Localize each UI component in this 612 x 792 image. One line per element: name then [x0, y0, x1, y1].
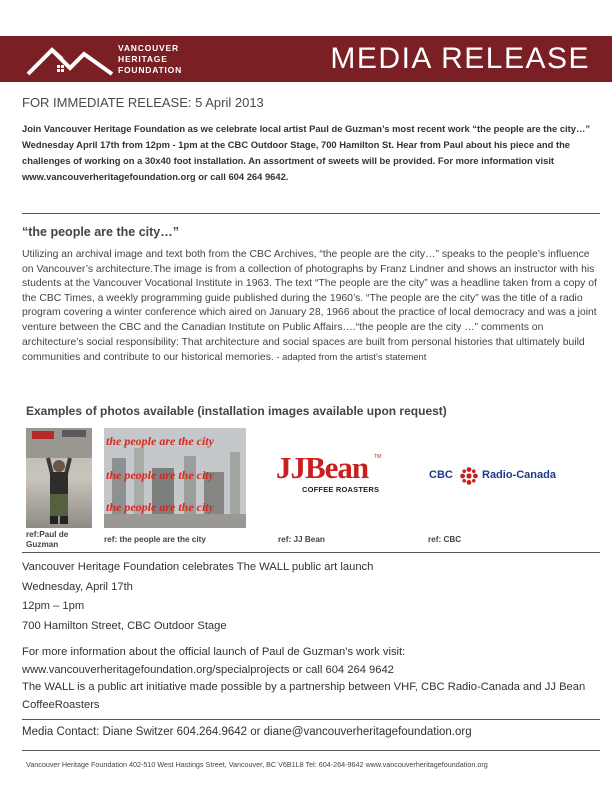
- vhf-logo: [22, 38, 202, 80]
- event-title: Vancouver Heritage Foundation celebrates The WALL public art launch: [22, 561, 374, 573]
- jjbean-tm: TM: [374, 454, 382, 460]
- photo-paul-de-guzman: [26, 428, 92, 528]
- info-line-3: The WALL is a public art initiative made possible by a partnership between VHF, CBC Radio-Canada and JJ Bean CoffeeRoasters: [22, 681, 586, 711]
- artist-figure: [26, 428, 92, 528]
- intro-paragraph: Join Vancouver Heritage Foundation as we celebrate local artist Paul de Guzman’s most recent work “the people are the city…” Wednesday April 17th from 12pm - 1pm at the CBC Outdoor Stage, 700 Hamilton St. Hear from Paul about his piece and the challenges of working on a 30x40 foot installation. An assortment of sweets will be provided. For more information visit www.vancouverheritagefoundation.org or call 604 264 9642.: [22, 123, 591, 182]
- cbc-wordmark: CBC: [429, 469, 453, 481]
- divider: [22, 719, 600, 720]
- section-title: “the people are the city…”: [22, 225, 179, 239]
- ref-cbc: ref: CBC: [428, 535, 462, 544]
- photo-the-people-are-the-city: [104, 428, 246, 528]
- logo-text: VANCOUVER HERITAGE FOUNDATION: [118, 43, 183, 75]
- more-info: [22, 644, 592, 714]
- overlay-text-2: the people are the city: [106, 468, 214, 482]
- release-date: FOR IMMEDIATE RELEASE: 5 April 2013: [22, 95, 264, 110]
- radio-canada-wordmark: Radio-Canada: [482, 469, 556, 481]
- jjbean-subtitle: COFFEE ROASTERS: [302, 485, 380, 494]
- media-contact: Media Contact: Diane Switzer 604.264.9642 or diane@vancouverheritagefoundation.org: [22, 726, 472, 738]
- event-time: 12pm – 1pm: [22, 600, 85, 612]
- info-line-1: For more information about the official launch of Paul de Guzman’s work visit:: [22, 646, 406, 658]
- event-details: [22, 558, 373, 636]
- body-credit: - adapted from the artist’s statement: [273, 351, 427, 363]
- event-location: 700 Hamilton Street, CBC Outdoor Stage: [22, 619, 227, 632]
- divider: [22, 750, 600, 751]
- header-banner: [0, 36, 612, 82]
- divider: [22, 213, 600, 214]
- body-paragraph: [22, 248, 597, 366]
- footer-address: Vancouver Heritage Foundation 402-510 West Hastings Street, Vancouver, BC V6B1L8 Tel: 604-264-9642 www.vancouverheritagefoundation.org: [26, 760, 488, 769]
- jjbean-wordmark: JJBean: [276, 450, 369, 485]
- jjbean-logo: [276, 452, 386, 502]
- cbc-gem-icon: [460, 467, 478, 485]
- photos-title: Examples of photos available (installation images available upon request): [26, 404, 447, 418]
- page-title: MEDIA RELEASE: [330, 42, 590, 75]
- info-line-2: www.vancouverheritagefoundation.org/specialprojects or call 604 264 9642: [22, 663, 394, 676]
- cbc-logo: [429, 466, 579, 486]
- overlay-text-3: the people are the city: [106, 500, 214, 514]
- overlay-text-1: the people are the city: [106, 434, 214, 448]
- ref-paul: ref:Paul de Guzman: [26, 530, 69, 549]
- event-date: Wednesday, April 17th: [22, 580, 133, 593]
- house-roofs-icon: [26, 41, 114, 77]
- ref-jjbean: ref: JJ Bean: [278, 535, 325, 544]
- divider: [22, 552, 600, 553]
- body-text: Utilizing an archival image and text both from the CBC Archives, “the people are the city…” speaks to the people’s influence on Vancouver’s architecture.The image is from a collection of photographs by Franz Lindner and shows an instructor with his students at the Vancouver Vocational Institute in 1963. The text “The people are the city” was a headline taken from a copy of the CBC Times, a weekly programming guide published during the 1960’s. “The people are the city” was the title of a radio program covering a winter conference which aired on January 28, 1966 about the practice of local democracy and was a joint venture between the CBC and the Canadian Institute on Public Affairs….“the people are the city …” comments on architecture’s social responsibility: That architecture and social spaces are built from personal histories that ultimately build communities and contribute to our historical memories.: [22, 249, 597, 364]
- ref-people: ref: the people are the city: [104, 535, 206, 544]
